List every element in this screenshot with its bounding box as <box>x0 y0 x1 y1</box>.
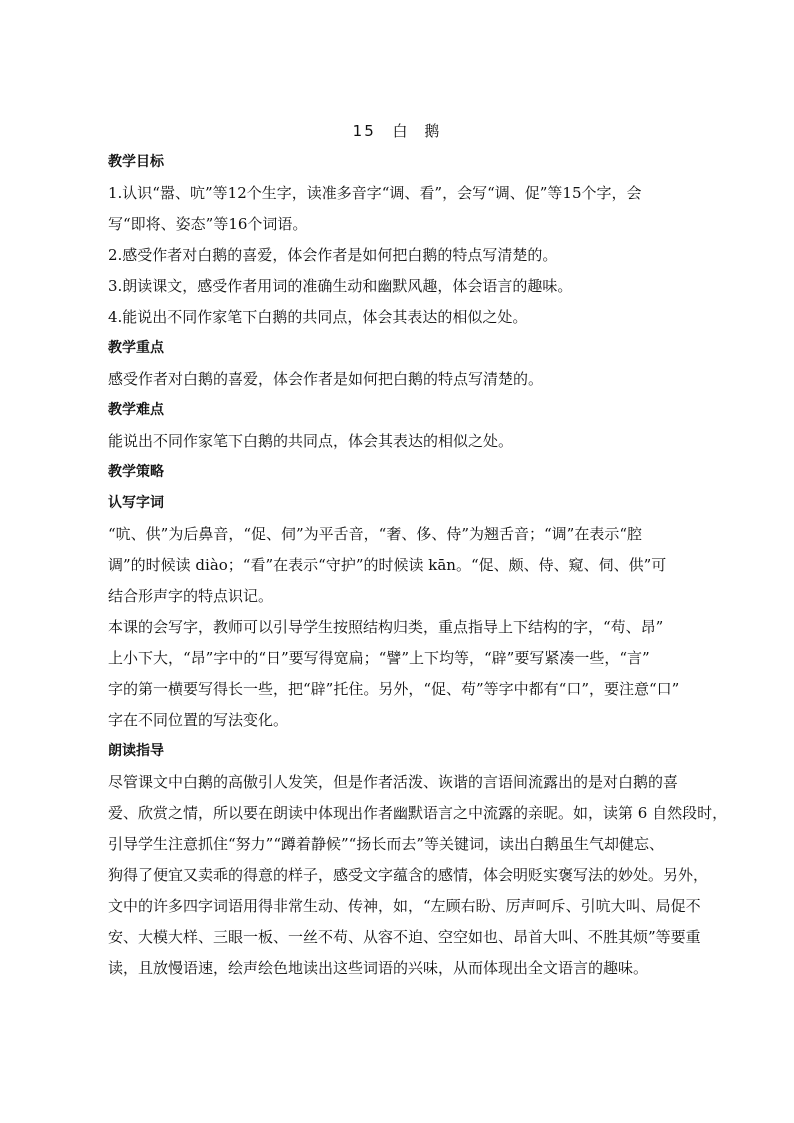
paragraph-line: 文中的许多四字词语用得非常生动、传神，如，“左顾右盼、厉声呵斥、引吭大叫、局促不 <box>108 897 701 915</box>
lesson-number: 15 <box>352 122 376 140</box>
reading-heading: 朗读指导 <box>108 743 164 759</box>
paragraph-line: “吭、供”为后鼻音，“促、伺”为平舌音，“奢、侈、侍”为翘舌音；“调”在表示“腔 <box>108 525 643 543</box>
document-body <box>108 147 728 984</box>
title-char-2: 鹅 <box>424 122 442 140</box>
goal-4: 4.能说出不同作家笔下白鹅的共同点，体会其表达的相似之处。 <box>108 308 528 326</box>
paragraph-line: 读，且放慢语速，绘声绘色地读出这些词语的兴味，从而体现出全文语言的趣味。 <box>108 959 649 977</box>
paragraph-line: 上小下大，“昂”字中的“日”要写得宽扁；“譬”上下均等，“辟”要写紧凑一些，“言” <box>108 649 650 667</box>
words-paragraph-1 <box>108 519 728 612</box>
paragraph-line: 狗得了便宜又卖乖的得意的样子，感受文字蕴含的感情，体会明贬实褒写法的妙处。另外， <box>108 866 709 884</box>
paragraph-line: 结合形声字的特点识记。 <box>108 587 274 605</box>
goal-1-line-1: 1.认识“嚣、吭”等12个生字，读准多音字“调、看”，会写“调、促”等15个字，会 <box>108 184 642 202</box>
key-points-heading: 教学重点 <box>108 340 164 356</box>
goals-heading: 教学目标 <box>108 154 164 170</box>
title-char-1: 白 <box>392 122 410 140</box>
difficulty-text: 能说出不同作家笔下白鹅的共同点，体会其表达的相似之处。 <box>108 432 514 450</box>
paragraph-line: 字的第一横要写得长一些，把“辟”托住。另外，“促、苟”等字中都有“口”，要注意“口” <box>108 680 680 698</box>
paragraph-line: 调”的时候读 diào；“看”在表示“守护”的时候读 kān。“促、颇、侍、窥、伺、供”可 <box>108 556 667 574</box>
strategy-heading: 教学策略 <box>108 464 164 480</box>
lesson-title <box>0 120 794 141</box>
words-paragraph-2 <box>108 612 728 736</box>
words-heading: 认写字词 <box>108 495 164 511</box>
goal-3: 3.朗读课文，感受作者用词的准确生动和幽默风趣，体会语言的趣味。 <box>108 277 573 295</box>
paragraph-line: 爱、欣赏之情，所以要在朗读中体现出作者幽默语言之中流露的亲昵。如，读第 6 自然段时， <box>108 804 728 822</box>
paragraph-line: 安、大模大样、三眼一板、一丝不苟、从容不迫、空空如也、昂首大叫、不胜其烦”等要重 <box>108 928 701 946</box>
difficulty-heading: 教学难点 <box>108 402 164 418</box>
paragraph-line: 本课的会写字，教师可以引导学生按照结构归类，重点指导上下结构的字，“苟、昂” <box>108 618 664 636</box>
paragraph-line: 尽管课文中白鹅的高傲引人发笑，但是作者活泼、诙谐的言语间流露出的是对白鹅的喜 <box>108 773 679 791</box>
paragraph-line: 字在不同位置的写法变化。 <box>108 711 289 729</box>
goal-2: 2.感受作者对白鹅的喜爱，体会作者是如何把白鹅的特点写清楚的。 <box>108 246 558 264</box>
key-points-text: 感受作者对白鹅的喜爱，体会作者是如何把白鹅的特点写清楚的。 <box>108 370 544 388</box>
paragraph-line: 引导学生注意抓住“努力”“蹲着静候”“扬长而去”等关键词，读出白鹅虽生气却健忘、 <box>108 835 665 853</box>
goal-1-line-2: 写“即将、姿态”等16个词语。 <box>108 215 308 233</box>
reading-paragraph <box>108 767 728 984</box>
